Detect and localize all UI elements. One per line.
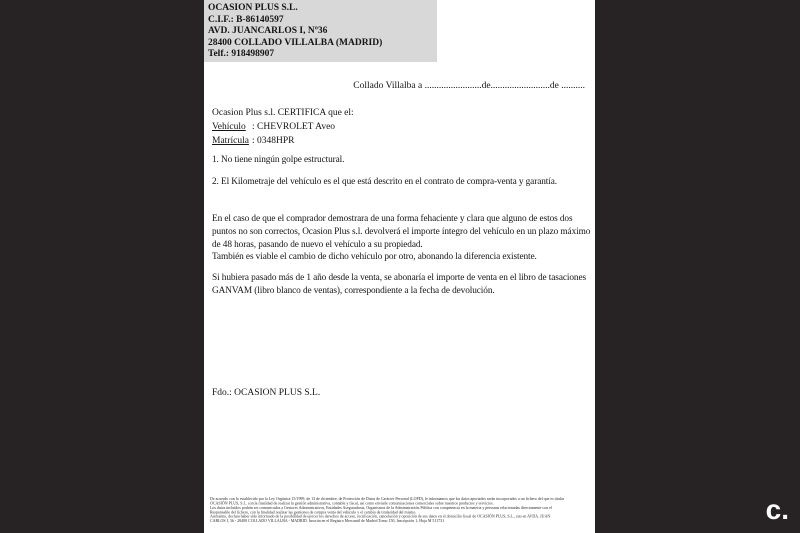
company-cif: C.I.F.: B-86140597: [208, 14, 284, 25]
plate-value: : 0348HPR: [252, 136, 295, 146]
legal-text: [210, 497, 591, 523]
vehicle-row: [212, 120, 354, 134]
plate-row: [212, 134, 354, 148]
plate-label-cell: [212, 134, 252, 148]
exchange-paragraph: También es viable el cambio de dicho vehículo por otro, abonando la diferencia existente.: [212, 252, 537, 262]
legal-line: OCASIÓN PLUS, S.L. con la finalidad de realizar la gestión administrativa, contable y fiscal, así como enviarle comunicaciones comerciales sobre nuestros productos y servicios.: [210, 500, 494, 506]
company-address: AVD. JUANCARLOS I, Nº36: [208, 26, 328, 37]
legal-line: CARLOS I, 36 - 28400 COLLADO VILLALBA - MADRID. Inscrita en el Registro Mercantil de Madrid Tomo 150, Inscripción 1, Hoja M 511731: [210, 518, 445, 523]
document-page: [204, 0, 595, 533]
ganvam-paragraph: Si hubiera pasado más de 1 año desde la venta, se abonaría el importe de venta en el libro de tasaciones GANVAM (libro blanco de ventas), correspondiente a la fecha de devolución.: [212, 273, 586, 296]
refund-paragraph: En el caso de que el comprador demostrara de una forma fehaciente y clara que alguno de estos dos puntos no son correctos, Ocasion Plus s.l. devolverá el importe íntegro del vehículo en un plazo máximo de 48 horas, pasando de nuevo el vehículo a su propiedad.: [212, 214, 591, 250]
date-line: Collado Villalba a ........................de.........................de ..........: [353, 81, 585, 91]
certified-point-1: 1. No tiene ningún golpe estructural.: [212, 155, 345, 165]
vehicle-label: Vehículo: [212, 122, 246, 132]
certified-point-2: 2. El Kilometraje del vehículo es el que está descrito en el contrato de compra-venta y garantía.: [212, 177, 557, 187]
company-header-block: [204, 0, 437, 62]
company-phone: Telf.: 918498907: [208, 49, 275, 60]
signature-line: Fdo.: OCASION PLUS S.L.: [212, 388, 321, 398]
certify-block: [212, 106, 354, 148]
legal-line: Los datos incluidos podrán ser comunicados a Gestores Administrativos, Entidades Aseguradoras, Organismos de la Administración Pública con competencia en la materia y personas relacionadas directamente con el: [210, 505, 552, 510]
company-city: 28400 COLLADO VILLALBA (MADRID): [208, 37, 383, 48]
legal-footer: [210, 497, 592, 527]
plate-label: Matrícula: [212, 136, 249, 146]
legal-line: Responsable del fichero, con la finalidad realizar las gestiones de compra venta del vehículo y el cambio de titularidad del mismo.: [210, 509, 417, 515]
legal-line: Asimismo, declara haber sido informado de la posibilidad de ejercer los derechos de acceso, rectificación, cancelación y oposición de sus datos en el domicilio fiscal de OCASIÓN PLUS, S.L., sito en AVDA. JUAN: [210, 513, 551, 519]
certify-intro: Ocasion Plus s.l. CERTIFICA que el:: [212, 108, 354, 118]
coches-logo: c.: [765, 494, 789, 525]
legal-line: De acuerdo con lo establecido por la Ley Orgánica 15/1999, de 13 de diciembre, de Protección de Datos de Carácter Personal (LOPD), le informamos que los datos aportados serán incorporados a un fichero del que es titular: [210, 497, 565, 501]
vehicle-label-cell: [212, 120, 252, 134]
vehicle-value: : CHEVROLET Aveo: [252, 122, 336, 132]
company-name: OCASION PLUS S.L.: [208, 3, 298, 13]
